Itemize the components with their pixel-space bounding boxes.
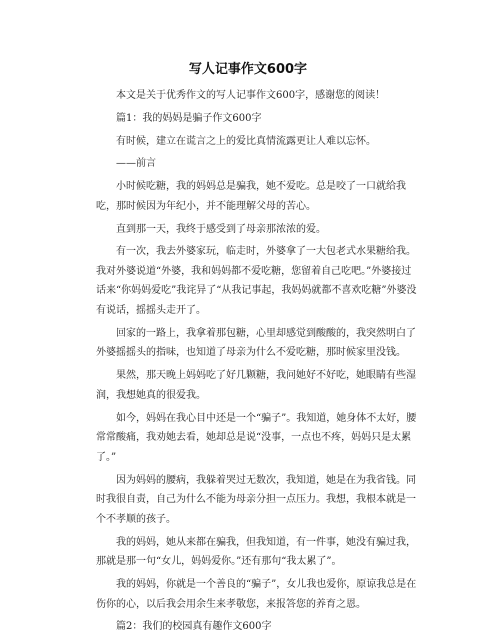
paragraph: ——前言: [116, 158, 156, 170]
paragraph: 小时候吃糖，我的妈妈总是骗我，她不爱吃。总是咬了一口就给我吃，那时候因为年纪小，并不能理解父母的苦心。: [96, 181, 406, 212]
document-title: 写人记事作文600字: [188, 62, 308, 77]
paragraph: 我的妈妈，你就是一个善良的“骗子”，女儿我也爱你，原谅我总是在伤你的心，以后我会用余生来孝敬您，来报答您的养育之恩。: [96, 578, 417, 610]
paragraph: 篇1：我的妈妈是骗子作文600字: [116, 112, 262, 124]
paragraph: 回家的一路上，我拿着那包糖，心里却感觉到酸酸的，我突然明白了外婆摇摇头的指味，也知道了母亲为什么不爱吃糖，那时候家里没钱。: [96, 327, 416, 359]
paragraph: 本文是关于优秀作文的写人记事作文600字，感谢您的阅读！: [116, 90, 386, 101]
paragraph: 直到那一天，我终于感受到了母亲那浓浓的爱。: [116, 223, 326, 235]
paragraph: 因为妈妈的腰病，我躲着哭过无数次，我知道，她是在为我省钱。同时我很自责，自己为什么不能为母亲分担一点压力。我想，我根本就是一个不孝顺的孩子。: [96, 474, 416, 525]
paragraph: 如今，妈妈在我心目中还是一个“骗子”。我知道，她身体不太好，腰常常酸痛，我劝她去看，她却总是说“没事，一点也不疼，妈妈只是太累了。”: [96, 412, 417, 463]
paragraph: 篇2：我们的校园真有趣作文600字: [116, 621, 272, 633]
paragraph: 我的妈妈，她从来都在骗我，但我知道，有一件事，她没有骗过我，那就是那一句“女儿，妈妈爱你。”还有那句“我太累了”。: [96, 536, 416, 568]
paragraph: 果然，那天晚上妈妈吃了好几颗糖，我问她好不好吃，她眼睛有些湿润，我想她真的很爱我。: [96, 370, 416, 401]
document-body: [96, 86, 420, 637]
paragraph: 有一次，我去外婆家玩，临走时，外婆拿了一大包老式水果糖给我。我对外婆说道“外婆，我和妈妈都不爱吃糖，您留着自己吃吧。”外婆接过话来“你妈妈爱吃”我诧异了“从我记事起，我妈妈就都不喜欢吃糖”外婆没有说话，摇摇头走开了。: [96, 246, 417, 317]
paragraph: 有时候，建立在谎言之上的爱比真情流露更让人难以忘怀。: [116, 135, 376, 147]
